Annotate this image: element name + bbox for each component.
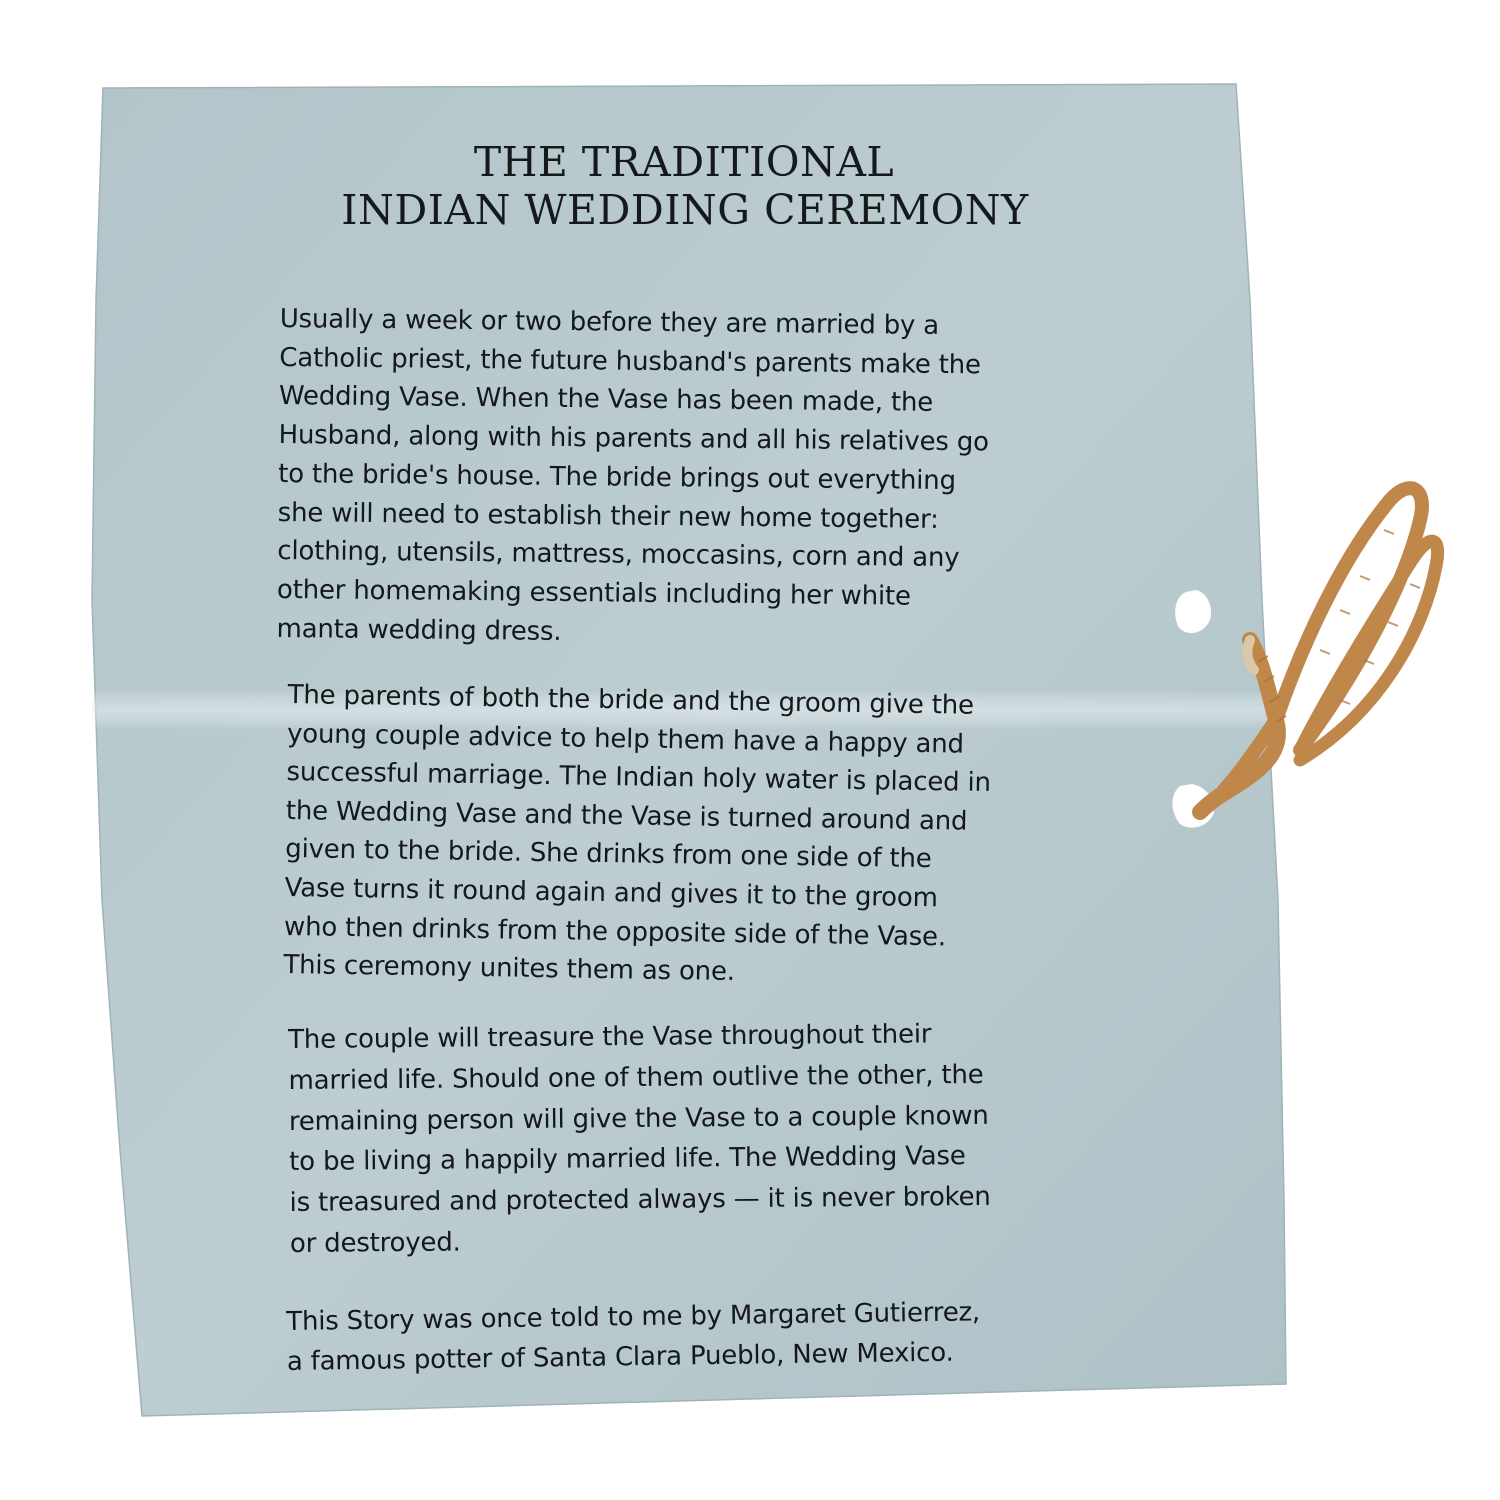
paragraph-4: This Story was once told to me by Margaret Gutierrez, a famous potter of Santa Clara Pueblo, New Mexico. [286, 1297, 981, 1377]
paragraph-1: Usually a week or two before they are married by a Catholic priest, the future husband's parents make the Wedding Vase. When the Vase has been made, the Husband, along with his parents and all his relatives go to the bride's house. The bride brings out everything she will need to establish their new home together: clothing, utensils, mattress, moccasins, corn and any other homemaking essentials including her white manta wedding dress. [276, 303, 989, 647]
paragraph-3: The couple will treasure the Vase throughout their married life. Should one of them outlive the other, the remaining person will give the Vase to a couple known to be living a happily married life. The Wedding Vase is treasured and protected always — it is never broken or destroyed. [288, 1019, 991, 1259]
title-line-2: INDIAN WEDDING CEREMONY [341, 186, 1029, 234]
title-line-1: THE TRADITIONAL [473, 138, 895, 186]
paragraph-2: The parents of both the bride and the groom give the young couple advice to help them have a happy and successful marriage. The Indian holy water is placed in the Wedding Vase and the Vase is turned around and given to the bride. She drinks from one side of the Vase turns it round again and gives it to the groom who then drinks from the opposite side of the Vase. This ceremony unites them as one. [283, 679, 992, 988]
